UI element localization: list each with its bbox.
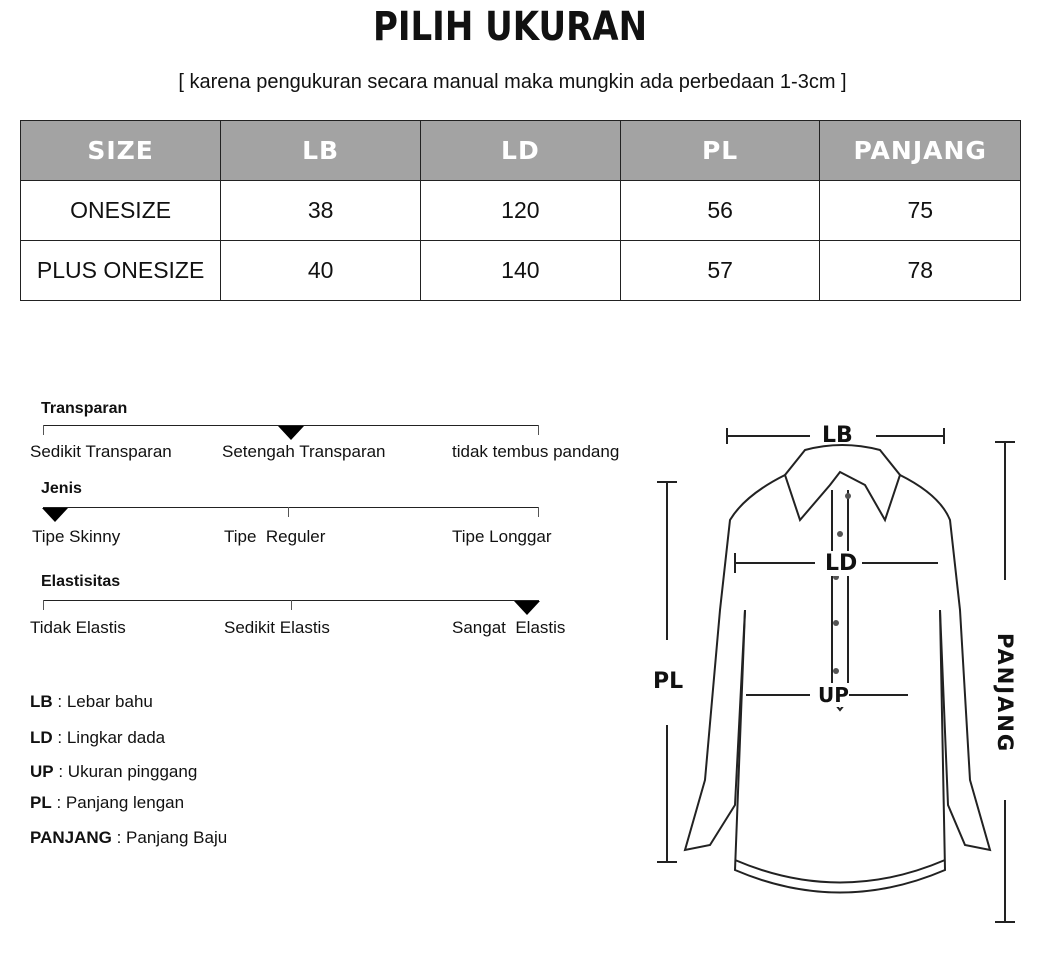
scale-label: Tipe Longgar (452, 527, 552, 546)
header-cell: LD (420, 121, 620, 181)
scale-label: Tidak Elastis (30, 618, 126, 637)
table-cell: 140 (420, 241, 620, 301)
scale-label: Sedikit Transparan (30, 442, 172, 461)
diagram-label-up: UP (818, 683, 849, 707)
table-header-row (21, 121, 1021, 181)
page-title: PILIH UKURAN (372, 4, 648, 50)
scale-label: Tipe Reguler (224, 527, 326, 546)
legend-desc: : Lingkar dada (52, 728, 166, 747)
table-cell: 75 (820, 181, 1021, 241)
subtitle: [ karena pengukuran secara manual maka mungkin ada perbedaan 1-3cm ] (178, 71, 847, 93)
table-cell: ONESIZE (21, 181, 221, 241)
scale-label: tidak tembus pandang (452, 442, 620, 461)
legend-desc: : Panjang Baju (111, 828, 228, 847)
table-cell: 40 (221, 241, 421, 301)
scale-label: Setengah Transparan (222, 442, 386, 461)
scale-label: Sedikit Elastis (224, 618, 330, 637)
size-table (20, 120, 1021, 301)
legend-item (30, 828, 227, 848)
scale-tick (291, 600, 292, 610)
legend-abbr: PANJANG (30, 828, 112, 847)
header-cell: LB (221, 121, 421, 181)
legend-abbr: LD (30, 728, 53, 747)
legend-desc: : Lebar bahu (52, 692, 153, 711)
scale-line (43, 507, 539, 508)
legend-desc: : Panjang lengan (51, 793, 185, 812)
table-cell: PLUS ONESIZE (21, 241, 221, 301)
scale-tick (538, 507, 539, 517)
scale-marker-icon (42, 508, 68, 522)
header-cell: PANJANG (820, 121, 1021, 181)
table-row (21, 241, 1021, 301)
legend-abbr: LB (30, 692, 53, 711)
legend-abbr: PL (30, 793, 52, 812)
diagram-label-ld: LD (825, 551, 858, 576)
legend-item (30, 762, 197, 782)
table-cell: 56 (620, 181, 820, 241)
header-cell: PL (620, 121, 820, 181)
table-cell: 78 (820, 241, 1021, 301)
table-cell: 57 (620, 241, 820, 301)
diagram-label-pl: PL (653, 669, 684, 694)
table-row (21, 181, 1021, 241)
shirt-diagram (650, 410, 1030, 930)
diagram-label-panjang: PANJANG (993, 633, 1017, 754)
table-cell: 38 (221, 181, 421, 241)
scale-tick (43, 600, 44, 610)
scale-title-transparan: Transparan (41, 400, 128, 417)
scale-tick (538, 425, 539, 435)
scale-title-jenis: Jenis (41, 480, 82, 497)
legend-abbr: UP (30, 762, 54, 781)
header-cell: SIZE (21, 121, 221, 181)
legend-item (30, 793, 184, 813)
scale-marker-icon (514, 601, 540, 615)
legend-desc: : Ukuran pinggang (53, 762, 198, 781)
legend-item (30, 728, 165, 748)
scale-label: Sangat Elastis (452, 618, 566, 637)
scale-marker-icon (278, 426, 304, 440)
scale-label: Tipe Skinny (32, 527, 121, 546)
scale-title-elastisitas: Elastisitas (41, 573, 121, 590)
legend-item (30, 692, 153, 712)
diagram-label-lb: LB (822, 423, 853, 448)
scale-tick (288, 507, 289, 517)
table-cell: 120 (420, 181, 620, 241)
scale-tick (43, 425, 44, 435)
